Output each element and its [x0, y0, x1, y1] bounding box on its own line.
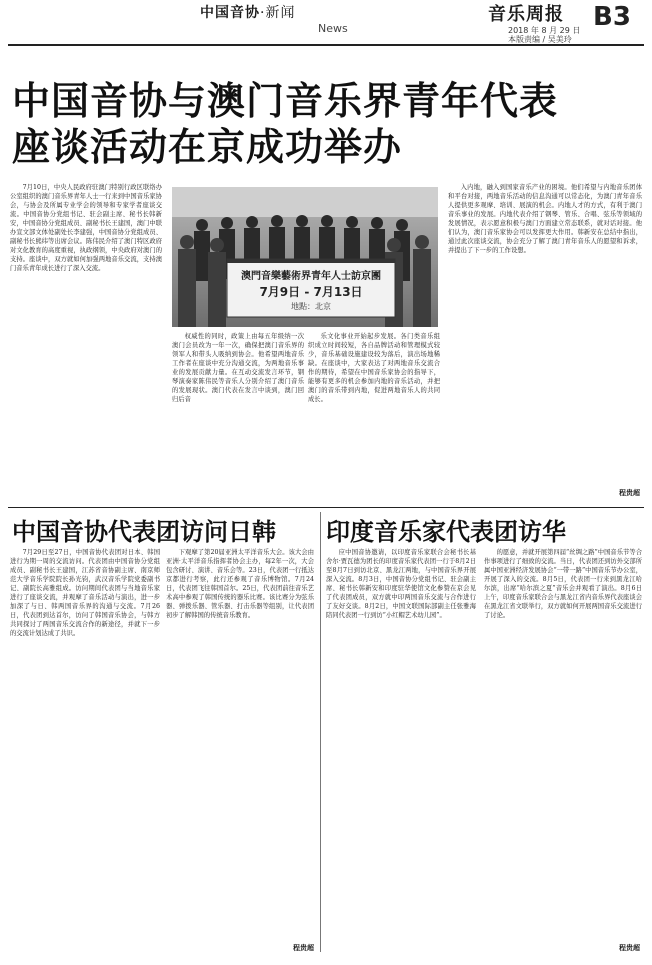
left-article-col1-text: 7月29日至27日，中国音协代表团对日本、韩国进行为期一周的交流访问。代表团由中国音协分党组成员、副秘书长王建国，江苏省音协副主席、南京师范大学音乐学院院长孙光钧，武汉音乐学院党委副书记、副院长高雅组成。访问期间代表团与当地音乐家进行了座谈交流，并观摩了音乐活动与演出，进一步加深了与日、韩两国音乐界的沟通与交流。7月26日，代表团到达首尔，访问了韩国音乐协会，与韩方共同探讨了两国音乐交流合作的新途径，并就下一步的交流计划达成了共识。 [10, 549, 160, 637]
section-name: 中国音协 [200, 5, 260, 21]
right-article-byline: 程贵超 [619, 943, 640, 952]
section-separator: ·新闻 [260, 5, 296, 21]
main-article-col4 [448, 183, 642, 483]
main-article-col1-text: 7月10日，中央人民政府驻澳门特别行政区联络办公室组织的澳门音乐界青年人士一行来到中国音乐家协会，与协会及所属专业学会的领导和专家学者座谈交流。中国音协分党组书记、驻会副主席、秘书长韩新安，中国音协分党组成员、副秘书长王建国，澳门中联办宣文部文体处副处长李建强，中国音协分党组成员、副秘书长熊纬等出席会议。陈伟民介绍了澳门特区政府对文化教育的高度重视，执政纲领，中央政府对澳门的支持。座谈中，双方就如何加强两地音乐交流，支持澳门音乐青年成长进行了深入交流。 [10, 184, 162, 272]
masthead-rule [8, 44, 644, 46]
main-article-col3-text: 乐文化事业开始起步发展。各门类音乐组织成立时间较短，各自品牌活动和管理模式较少，音乐基础设施建设较为落后，演出场地稀缺。在座谈中，大家表达了对两地音乐交流合作的期待，希望在中国音乐家协会的指导下，能够有更多的机会参加内地的音乐活动，并把澳门的音乐带到内地，促进两地音乐人的共同成长。 [308, 333, 440, 403]
main-headline-line2: 座谈活动在京成功举办 [12, 125, 403, 169]
banner-dates: 7月9日 - 7月13日 [259, 285, 363, 299]
right-article-col1-text: 应中国音协邀请，以印度音乐家联合会秘书长基舍尔·贾瓦德为团长的印度音乐家代表团一行于8月2日至8月7日到访北京、黑龙江两地，与中国音乐界开展深入交流。8月3日，中国音协分党组书记、驻会副主席、秘书长韩新安和印度驻华使馆文化参赞在京会见了代表团成员，双方就中印两国音乐交流与合作进行了友好交谈。8月2日，中国文联国际部副主任张雅海陪同代表团一行到访“小红帽艺术幼儿园”。 [326, 549, 476, 619]
main-headline-line1: 中国音协与澳门音乐界青年代表 [12, 79, 559, 123]
left-article-col2-text: 下观摩了第20届亚洲太平洋音乐大会。该大会由亚洲·太平洋音乐指挥者协会主办，每2年一次，大会包含研讨、演讲、音乐会等。23日，代表团一行抵达京都进行考察，此行还参观了音乐博物馆。7月24日，代表团飞往韩国首尔。25日，代表团前往音乐艺术高中参观了韩国传统的器乐比赛。该比赛分为弦乐器、弹拨乐器、管乐器、打击乐器等组别，让代表团初步了解韩国的传统音乐教育。 [166, 549, 314, 619]
column-divider [320, 512, 321, 952]
banner-title: 澳門音樂藝術界青年人士訪京團 [241, 271, 381, 282]
banner-place: 地點：北京 [291, 302, 331, 311]
right-article-col2 [484, 548, 642, 938]
left-article-title: 中国音协代表团访问日韩 [12, 518, 276, 546]
issue-date: 2018 年 8 月 29 日 [508, 26, 581, 35]
main-article-col3 [308, 332, 440, 501]
section-en: News [318, 22, 348, 35]
section-rule [8, 507, 644, 508]
right-article-title: 印度音乐家代表团访华 [326, 518, 566, 546]
main-article-col1 [10, 183, 162, 501]
left-article-col1 [10, 548, 160, 950]
issue-date-block [508, 26, 580, 44]
brand-logo: 音乐周报 [488, 4, 564, 25]
main-headline [12, 78, 642, 170]
page-editor: 本版责编 / 吴美玲 [508, 35, 572, 44]
left-article-col2 [166, 548, 314, 938]
right-article-col2-text: 的愿意，并就开展第四届“丝绸之路”中国音乐节等合作事项进行了细致的交流。当日，代表团还到访外交部所属中国亚洲经济发展协会“一带一路”中国音乐节办公室，开展了深入的交流。8月5日，代表团一行来到黑龙江哈尔滨，出席“哈尔滨之夏”音乐会并观看了演出。8月6日上午，印度音乐家联合会与黑龙江省内音乐界代表座谈会在黑龙江省文联举行，双方就如何开展两国音乐交流进行了讨论。 [484, 549, 642, 619]
section-title [200, 2, 295, 22]
right-article-col1 [326, 548, 476, 950]
main-article-byline: 程贵超 [619, 488, 640, 497]
page-number: B3 [593, 2, 631, 32]
left-article-byline: 程贵超 [293, 943, 314, 952]
main-article-col4-text: 入内地，融入到国家音乐产业的困境。他们希望与内地音乐团体和平台对接，两地音乐活动的信息沟通可以常态化，为澳门青年音乐人提供更多观摩、培训、展演的机会。内地人才的方式，有利于澳门音乐事业的发展。内地代表介绍了钢琴、管乐、合唱、弦乐等领域的发展情况，表示愿意积极与澳门方面建立常态联系，就对话对接。他们认为，澳门音乐家协会可以发挥更大作用。韩新安在总结中指出，通过此次座谈交流，协会充分了解了澳门青年音乐人的愿望和诉求，并提出了下一步的工作设想。 [448, 184, 642, 254]
main-article-col2 [172, 332, 304, 501]
main-article-col2-text: 权威性的同时，政策上由每五年级纳一次澳门会员改为一年一次，确保把澳门音乐界的领军人和带头人吸纳到协会。他希望两地音乐工作者在座谈中充分沟通交流，为两地音乐事业的发展贡献力量。在互动交流发言环节，钢琴演奏家陈伟民等音乐人分别介绍了澳门音乐的发展现状。澳门代表在发言中谈到，澳门回归后音 [172, 333, 304, 403]
group-photo [172, 187, 438, 327]
